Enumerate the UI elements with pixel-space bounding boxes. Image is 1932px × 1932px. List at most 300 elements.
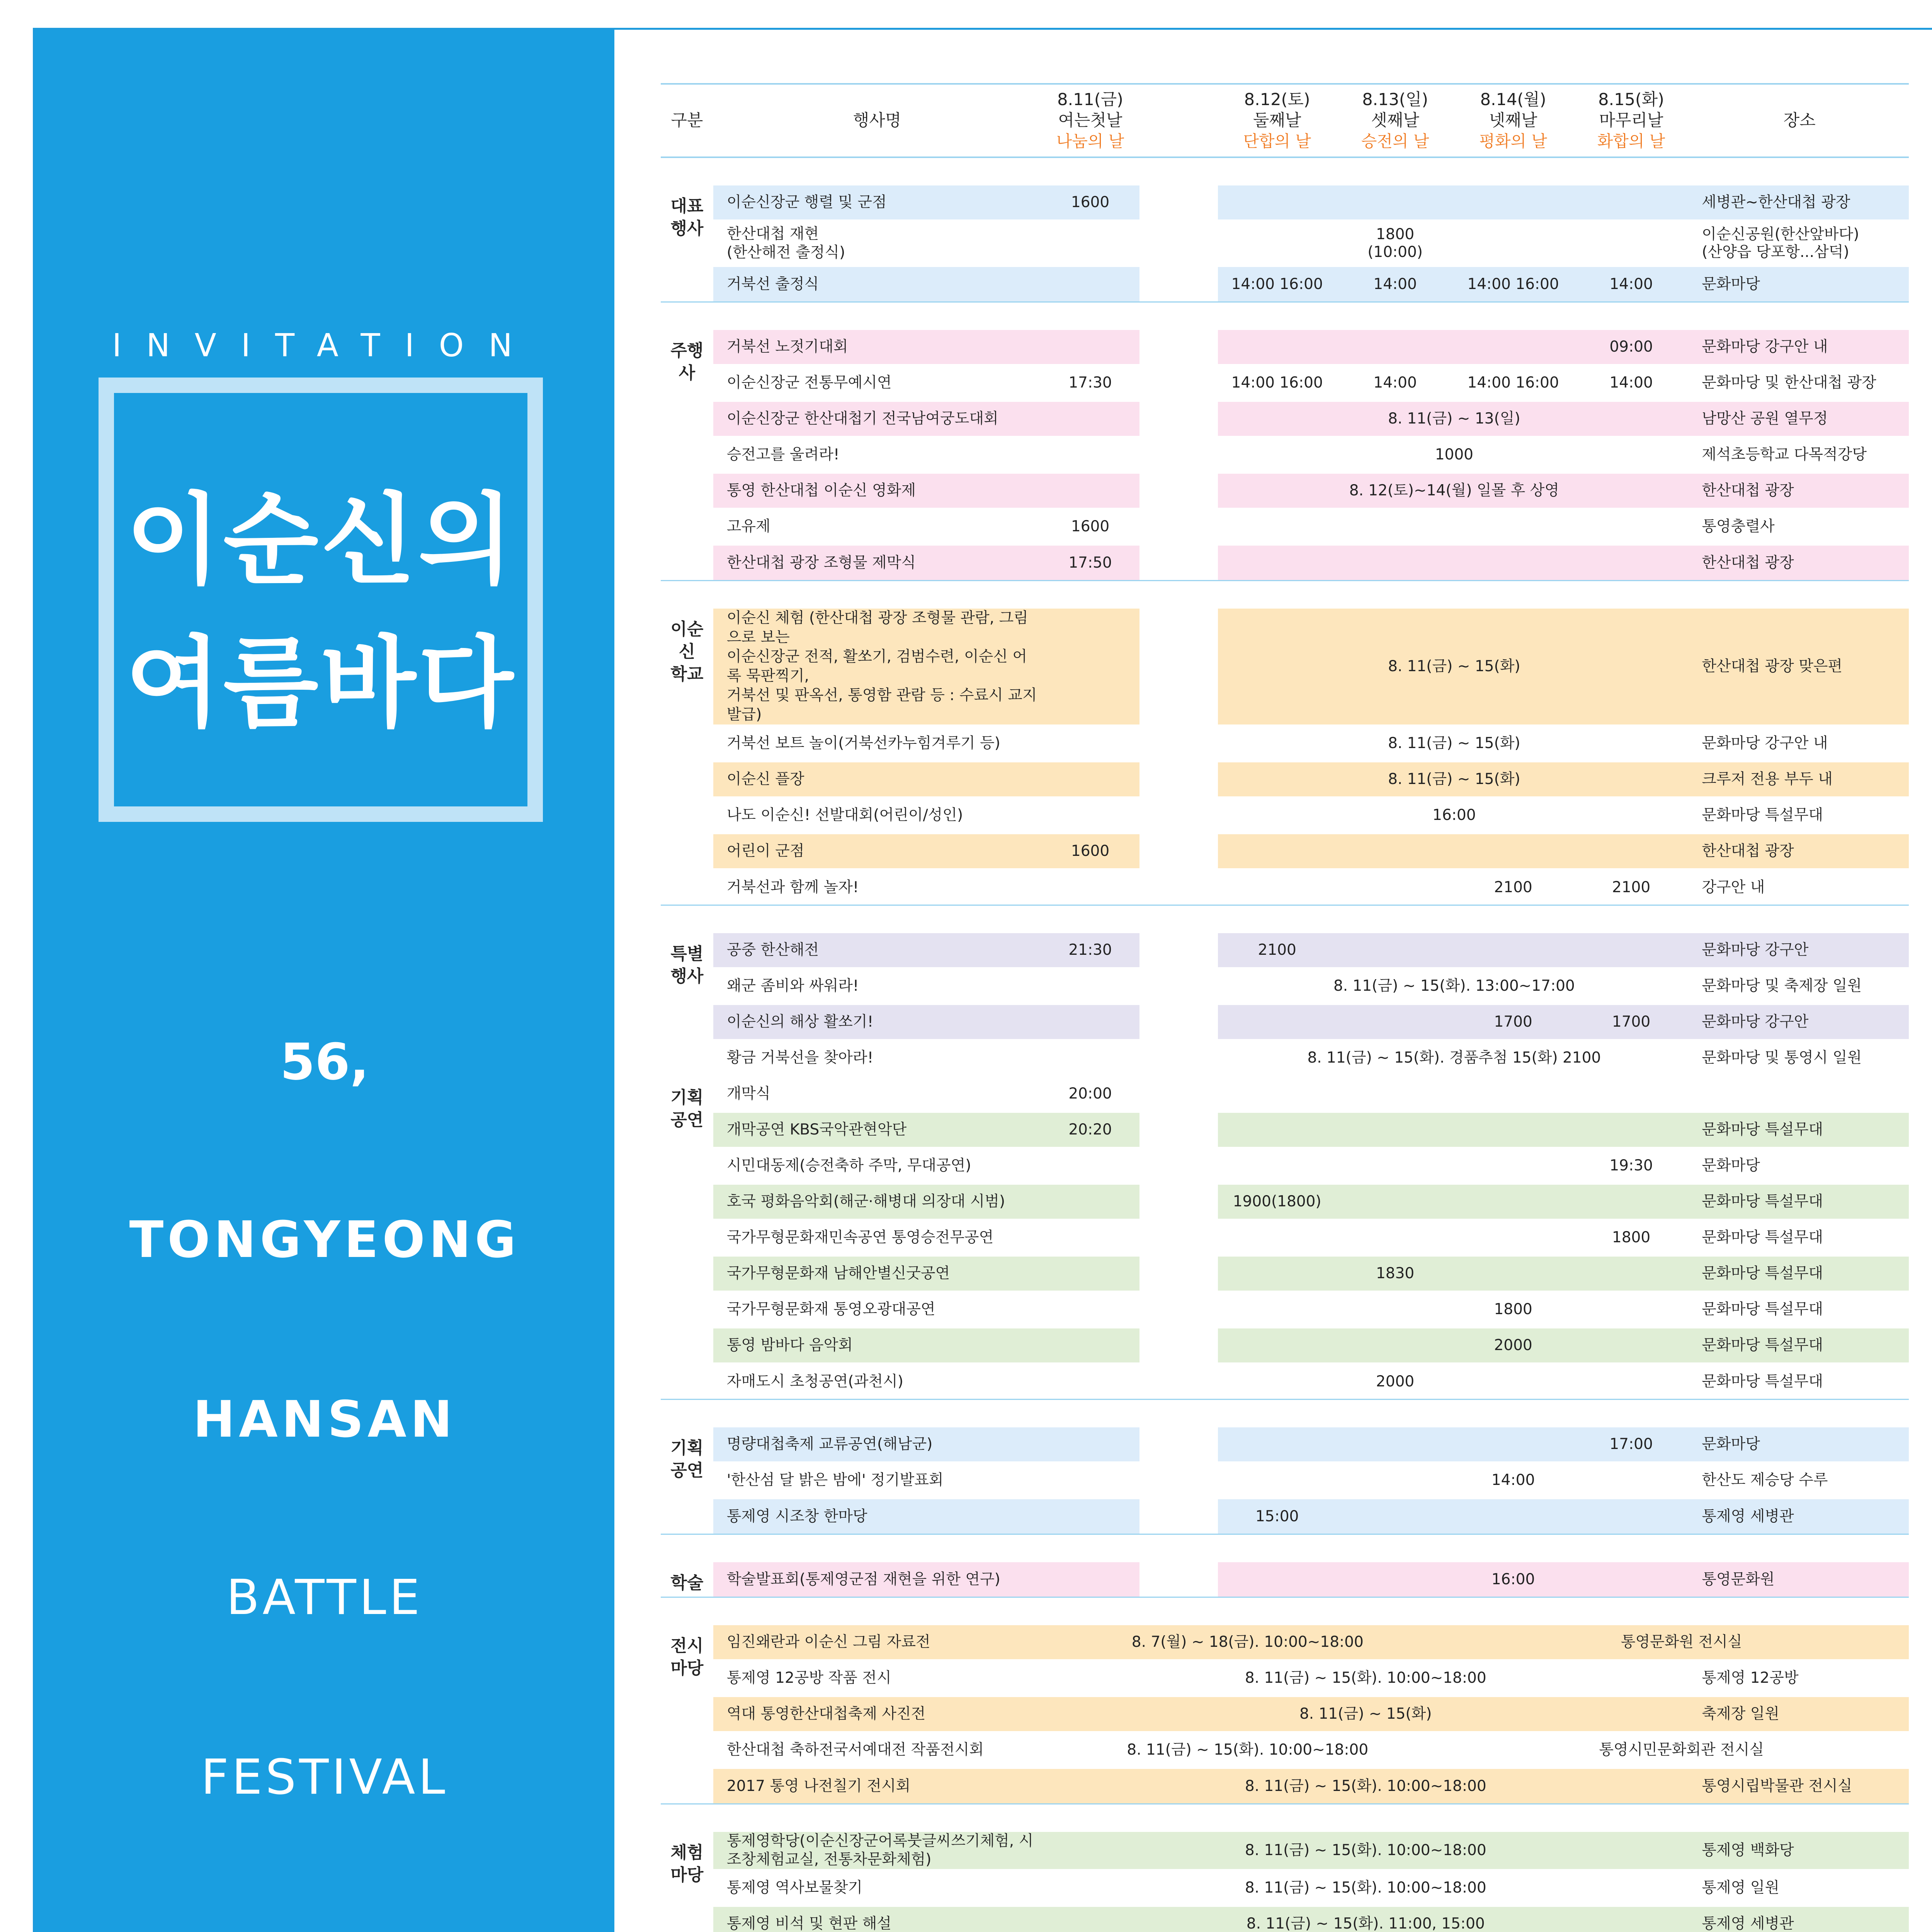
table-row (661, 1040, 1909, 1076)
spacer-cell (1139, 968, 1218, 1004)
event-time (1336, 1148, 1454, 1184)
event-time (1572, 1328, 1690, 1364)
event-name: 한산대첩 축하전국서예대전 작품전시회 (713, 1732, 1041, 1768)
event-place: 제석초등학교 다목적강당 (1690, 437, 1909, 473)
event-name: 거북선 출정식 (713, 266, 1041, 302)
event-name: 거북선과 함께 놀자! (713, 869, 1041, 905)
event-time: 1800 (1454, 1292, 1572, 1328)
event-name: 통영 밤바다 음악회 (713, 1328, 1041, 1364)
event-place: 통영시립박물관 전시실 (1690, 1768, 1909, 1804)
festival-word-festival: FESTIVAL (201, 1749, 449, 1805)
event-period (1218, 1076, 1690, 1112)
event-time (1454, 932, 1572, 968)
event-place: 강구안 내 (1690, 869, 1909, 905)
event-name: 개막공연 KBS국악관현악단 (713, 1112, 1041, 1148)
festival-word-battle: BATTLE (226, 1570, 423, 1626)
header-day-1: 8.11(금) 여는첫날 나눔의 날 (1056, 90, 1124, 151)
event-period: 8. 11(금) ~ 15(화) (1218, 726, 1690, 762)
event-time (1336, 1004, 1454, 1040)
table-row (661, 1696, 1909, 1732)
section-gap (661, 1400, 1909, 1427)
table-row (661, 1498, 1909, 1534)
event-place: 문화마당 강구안 내 (1690, 329, 1909, 365)
event-name: 임진왜란과 이순신 그림 자료전 (713, 1624, 1041, 1660)
event-period: 8. 11(금) ~ 15(화). 경품추첨 15(화) 2100 (1218, 1040, 1690, 1076)
table-row (661, 1292, 1909, 1328)
event-name: 시민대동제(승전축하 주막, 무대공연) (713, 1148, 1041, 1184)
event-time (1041, 1498, 1139, 1534)
event-time (1041, 1004, 1139, 1040)
event-place: 문화마당 특설무대 (1690, 1184, 1909, 1220)
event-time: 19:30 (1572, 1148, 1690, 1184)
category-label: 특별 행사 (661, 932, 713, 1076)
category-label: 기획 공연 (661, 1427, 713, 1534)
event-time: 15:00 (1218, 1498, 1336, 1534)
event-name: 통제영 역사보물찾기 (713, 1870, 1041, 1906)
event-time (1041, 968, 1139, 1004)
event-time (1041, 726, 1139, 762)
event-time: 1600 (1041, 833, 1139, 869)
event-period: 통영시민문화회관 전시실 (1454, 1732, 1909, 1768)
spacer-cell (1139, 1463, 1218, 1498)
event-time (1336, 869, 1454, 905)
event-time (1041, 1561, 1139, 1597)
event-place (1690, 1076, 1909, 1112)
event-time (1336, 1498, 1454, 1534)
spacer-cell (1139, 266, 1218, 302)
spacer-cell (1139, 545, 1218, 581)
spacer-cell (1139, 869, 1218, 905)
table-row (661, 1463, 1909, 1498)
event-name: 개막식 (713, 1076, 1041, 1112)
event-time: 1700 (1454, 1004, 1572, 1040)
event-time (1041, 1463, 1139, 1498)
event-name: 자매도시 초청공연(과천시) (713, 1364, 1041, 1400)
spacer-cell (1139, 798, 1218, 833)
table-row (661, 473, 1909, 509)
event-time (1572, 1364, 1690, 1400)
event-place: 세병관~한산대첩 광장 (1690, 185, 1909, 221)
event-name: 왜군 좀비와 싸워라! (713, 968, 1041, 1004)
invitation-panel (35, 30, 614, 1932)
table-row (661, 1112, 1909, 1148)
event-period (1218, 509, 1690, 545)
event-time: 2100 (1454, 869, 1572, 905)
event-place: 통영문화원 (1690, 1561, 1909, 1597)
event-period: 8. 11(금) ~ 15(화). 10:00~18:00 (1041, 1831, 1690, 1870)
event-place: 문화마당 특설무대 (1690, 1220, 1909, 1256)
festival-title-box (99, 378, 543, 822)
spacer-cell (1139, 762, 1218, 798)
event-time: 14:00 16:00 (1454, 365, 1572, 401)
spacer-cell (1139, 1112, 1218, 1148)
event-period: 16:00 (1218, 798, 1690, 833)
event-time: 14:00 (1572, 365, 1690, 401)
category-label: 학술 (661, 1561, 713, 1597)
event-period: 8. 11(금) ~ 15(화) (1218, 608, 1690, 726)
event-time: 1800 (10:00) (1336, 221, 1454, 266)
spacer-cell (1139, 1427, 1218, 1463)
event-time (1041, 1364, 1139, 1400)
event-time (1041, 1328, 1139, 1364)
event-time (1218, 1292, 1336, 1328)
event-time (1041, 221, 1139, 266)
event-name: 이순신 플장 (713, 762, 1041, 798)
spacer-cell (1139, 1561, 1218, 1597)
header-day-5: 8.15(화) 마무리날 화합의 날 (1597, 90, 1665, 151)
event-place: 문화마당 특설무대 (1690, 1328, 1909, 1364)
spacer-cell (1139, 365, 1218, 401)
event-time: 14:00 (1336, 365, 1454, 401)
event-time: 14:00 16:00 (1454, 266, 1572, 302)
event-name: 나도 이순신! 선발대회(어린이/성인) (713, 798, 1041, 833)
event-time (1218, 1427, 1336, 1463)
spacer-cell (1139, 1256, 1218, 1292)
event-name: 통제영 시조창 한마당 (713, 1498, 1041, 1534)
table-row (661, 762, 1909, 798)
event-time: 2100 (1572, 869, 1690, 905)
table-row (661, 1076, 1909, 1112)
table-header-row (661, 84, 1909, 157)
event-name: 국가무형문화재 통영오광대공연 (713, 1292, 1041, 1328)
event-time: 09:00 (1572, 329, 1690, 365)
event-place: 축제장 일원 (1690, 1696, 1909, 1732)
event-time: 1600 (1041, 185, 1139, 221)
spacer-cell (1139, 1220, 1218, 1256)
event-time (1218, 833, 1336, 869)
event-place: 문화마당 (1690, 1427, 1909, 1463)
event-time: 17:30 (1041, 365, 1139, 401)
spacer-cell (1139, 726, 1218, 762)
event-period: 통영문화원 전시실 (1454, 1624, 1909, 1660)
event-time (1218, 869, 1336, 905)
event-name: 역대 통영한산대첩축제 사진전 (713, 1696, 1041, 1732)
event-time (1336, 1561, 1454, 1597)
event-time (1041, 1184, 1139, 1220)
event-period: 8. 11(금) ~ 13(일) (1218, 401, 1690, 437)
event-time: 14:00 (1454, 1463, 1572, 1498)
event-name: 이순신장군 전통무예시연 (713, 365, 1041, 401)
event-period: 8. 7(월) ~ 18(금). 10:00~18:00 (1041, 1624, 1454, 1660)
event-period: 8. 11(금) ~ 15(화) (1218, 762, 1690, 798)
event-time (1454, 1112, 1572, 1148)
table-row (661, 932, 1909, 968)
event-time: 1900(1800) (1218, 1184, 1336, 1220)
invitation-label: INVITATION (112, 327, 537, 364)
event-time (1572, 1184, 1690, 1220)
event-name: 이순신의 해상 활쏘기! (713, 1004, 1041, 1040)
event-time (1041, 608, 1139, 726)
table-row (661, 798, 1909, 833)
table-row (661, 509, 1909, 545)
event-place: 한산대첩 광장 맞은편 (1690, 608, 1909, 726)
event-period: 8. 11(금) ~ 15(화). 10:00~18:00 (1041, 1732, 1454, 1768)
event-time (1454, 1364, 1572, 1400)
event-name: 명량대첩축제 교류공연(해남군) (713, 1427, 1041, 1463)
spacer-cell (1139, 1076, 1218, 1112)
table-row (661, 1004, 1909, 1040)
event-place: 이순신공원(한산앞바다) (산양읍 당포항...삼덕) (1690, 221, 1909, 266)
spacer-cell (1139, 401, 1218, 437)
event-time: 14:00 16:00 (1218, 266, 1336, 302)
event-name: 통제영학당(이순신장군어록붓글씨쓰기체험, 시조창체험교실, 전통차문화체험) (713, 1831, 1041, 1870)
event-place: 문화마당 특설무대 (1690, 1292, 1909, 1328)
festival-word-hansan: HANSAN (193, 1390, 456, 1449)
event-time: 20:00 (1041, 1076, 1139, 1112)
event-time (1041, 1220, 1139, 1256)
event-time: 14:00 (1336, 266, 1454, 302)
schedule-table (661, 83, 1909, 1932)
event-name: 공중 한산해전 (713, 932, 1041, 968)
event-time (1336, 329, 1454, 365)
header-category: 구분 (671, 111, 703, 130)
event-time (1041, 1040, 1139, 1076)
spacer-cell (1139, 1292, 1218, 1328)
event-name: 승전고를 울려라! (713, 437, 1041, 473)
event-period (1218, 545, 1690, 581)
category-label: 전시 마당 (661, 1624, 713, 1804)
event-period (1454, 221, 1690, 266)
spacer-cell (1139, 1040, 1218, 1076)
event-period: 8. 12(토)~14(월) 일몰 후 상영 (1218, 473, 1690, 509)
event-period: 8. 11(금) ~ 15(화). 10:00~18:00 (1041, 1768, 1690, 1804)
event-place: 문화마당 강구안 내 (1690, 726, 1909, 762)
event-time: 21:30 (1041, 932, 1139, 968)
spacer-cell (1139, 221, 1218, 266)
event-time (1336, 1220, 1454, 1256)
event-name: 학술발표회(통제영군점 재현을 위한 연구) (713, 1561, 1041, 1597)
event-time: 1830 (1336, 1256, 1454, 1292)
event-time: 2000 (1454, 1328, 1572, 1364)
event-time (1572, 1292, 1690, 1328)
event-name: 국가무형문화재민속공연 통영승전무공연 (713, 1220, 1041, 1256)
event-name: 통제영 비석 및 현판 해설 (713, 1906, 1041, 1932)
event-time: 17:50 (1041, 545, 1139, 581)
event-time (1218, 1220, 1336, 1256)
event-name: 통제영 12공방 작품 전시 (713, 1660, 1041, 1696)
section-gap (661, 302, 1909, 329)
table-row (661, 1328, 1909, 1364)
spacer-cell (1139, 437, 1218, 473)
event-time (1572, 833, 1690, 869)
event-place: 문화마당 및 축제장 일원 (1690, 968, 1909, 1004)
event-time (1218, 1148, 1336, 1184)
event-place: 통제영 12공방 (1690, 1660, 1909, 1696)
event-place: 문화마당 특설무대 (1690, 1256, 1909, 1292)
spacer-cell (1139, 1148, 1218, 1184)
spacer-cell (1139, 329, 1218, 365)
event-time: 1700 (1572, 1004, 1690, 1040)
table-row (661, 1870, 1909, 1906)
spacer-cell (1139, 185, 1218, 221)
event-time (1336, 1112, 1454, 1148)
table-row (661, 1220, 1909, 1256)
event-place: 문화마당 강구안 (1690, 932, 1909, 968)
event-place: 문화마당 및 통영시 일원 (1690, 1040, 1909, 1076)
event-name: 고유제 (713, 509, 1041, 545)
event-time (1041, 473, 1139, 509)
event-time: 17:00 (1572, 1427, 1690, 1463)
spacer-cell (1139, 1364, 1218, 1400)
table-row (661, 1660, 1909, 1696)
event-time (1454, 1220, 1572, 1256)
event-name: 황금 거북선을 찾아라! (713, 1040, 1041, 1076)
event-time (1454, 1148, 1572, 1184)
event-period: 8. 11(금) ~ 15(화). 11:00, 15:00 (1041, 1906, 1690, 1932)
spacer-cell (1139, 608, 1218, 726)
table-row (661, 185, 1909, 221)
event-time (1218, 1004, 1336, 1040)
event-period: 8. 11(금) ~ 15(화) (1041, 1696, 1690, 1732)
table-row (661, 1184, 1909, 1220)
event-time (1336, 833, 1454, 869)
event-time (1454, 1498, 1572, 1534)
event-time (1218, 329, 1336, 365)
header-event: 행사명 (853, 111, 901, 130)
event-time (1336, 1292, 1454, 1328)
event-name: 통영 한산대첩 이순신 영화제 (713, 473, 1041, 509)
event-time (1218, 1364, 1336, 1400)
event-place: 한산대첩 광장 (1690, 545, 1909, 581)
event-place: 한산도 제승당 수루 (1690, 1463, 1909, 1498)
spacer-cell (1139, 1184, 1218, 1220)
event-place: 문화마당 (1690, 266, 1909, 302)
table-row (661, 968, 1909, 1004)
event-name: 이순신장군 행렬 및 군점 (713, 185, 1041, 221)
event-place: 문화마당 (1690, 1148, 1909, 1184)
event-time: 1600 (1041, 509, 1139, 545)
event-time (1041, 329, 1139, 365)
event-time (1454, 329, 1572, 365)
event-name: '한산섬 달 밝은 밤에' 정기발표회 (713, 1463, 1041, 1498)
event-time: 2100 (1218, 932, 1336, 968)
table-row (661, 1256, 1909, 1292)
event-place: 문화마당 특설무대 (1690, 1112, 1909, 1148)
event-time (1041, 1427, 1139, 1463)
header-day-4: 8.14(월) 넷째날 평화의 날 (1479, 90, 1547, 151)
event-place: 통영충렬사 (1690, 509, 1909, 545)
event-time: 1800 (1572, 1220, 1690, 1256)
event-time (1218, 1463, 1336, 1498)
event-period (1218, 185, 1690, 221)
table-row (661, 1906, 1909, 1932)
table-row (661, 401, 1909, 437)
event-time (1454, 833, 1572, 869)
event-time (1218, 1112, 1336, 1148)
event-time (1218, 1561, 1336, 1597)
event-name: 거북선 보트 놀이(거북선카누힘겨루기 등) (713, 726, 1041, 762)
event-time (1572, 1561, 1690, 1597)
event-time (1336, 1463, 1454, 1498)
festival-title-line2: 여름바다 (126, 626, 516, 741)
spacer-cell (1139, 1328, 1218, 1364)
table-row (661, 833, 1909, 869)
event-time (1454, 1256, 1572, 1292)
table-row (661, 608, 1909, 726)
table-row (661, 1561, 1909, 1597)
event-time: 20:20 (1041, 1112, 1139, 1148)
event-time: 14:00 (1572, 266, 1690, 302)
event-time (1041, 798, 1139, 833)
spacer-cell (1139, 1498, 1218, 1534)
event-name: 한산대첩 재현 (한산해전 출정식) (713, 221, 1041, 266)
table-row (661, 1148, 1909, 1184)
festival-edition: 56, (280, 1032, 369, 1091)
header-place: 장소 (1783, 111, 1816, 130)
event-period: 8. 11(금) ~ 15(화). 10:00~18:00 (1041, 1660, 1690, 1696)
event-time (1041, 1292, 1139, 1328)
event-place: 통제영 일원 (1690, 1870, 1909, 1906)
event-place: 문화마당 및 한산대첩 광장 (1690, 365, 1909, 401)
event-name: 2017 통영 나전칠기 전시회 (713, 1768, 1041, 1804)
section-gap (661, 581, 1909, 608)
category-label: 기획 공연 (661, 1076, 713, 1400)
category-label: 대표 행사 (661, 185, 713, 302)
event-name: 국가무형문화재 남해안별신굿공연 (713, 1256, 1041, 1292)
event-time (1041, 437, 1139, 473)
table-row (661, 1768, 1909, 1804)
table-row (661, 1427, 1909, 1463)
category-label: 이순신 학교 (661, 608, 713, 905)
event-place: 문화마당 특설무대 (1690, 798, 1909, 833)
event-place: 통제영 세병관 (1690, 1498, 1909, 1534)
festival-word-tongyeong: TONGYEONG (129, 1210, 520, 1269)
event-place: 문화마당 특설무대 (1690, 1364, 1909, 1400)
spacer-cell (1139, 833, 1218, 869)
section-gap (661, 1804, 1909, 1831)
table-row (661, 437, 1909, 473)
header-day-2: 8.12(토) 둘째날 단합의 날 (1243, 90, 1311, 151)
header-day-3: 8.13(일) 셋째날 승전의 날 (1361, 90, 1429, 151)
event-place: 남망산 공원 열무정 (1690, 401, 1909, 437)
section-gap (661, 1597, 1909, 1624)
table-row (661, 1364, 1909, 1400)
table-row (661, 365, 1909, 401)
table-row (661, 545, 1909, 581)
section-gap (661, 905, 1909, 932)
section-gap (661, 1534, 1909, 1561)
event-place: 한산대첩 광장 (1690, 833, 1909, 869)
event-time (1041, 762, 1139, 798)
event-place: 통제영 백화당 (1690, 1831, 1909, 1870)
event-name: 한산대첩 광장 조형물 제막식 (713, 545, 1041, 581)
event-name: 거북선 노젓기대회 (713, 329, 1041, 365)
event-time (1454, 1427, 1572, 1463)
event-time (1572, 1498, 1690, 1534)
event-name: 이순신 체험 (한산대첩 광장 조형물 관람, 그림으로 보는 이순신장군 전적, 활쏘기, 검범수련, 이순신 어록 묵판찍기, 거북선 및 판옥선, 통영함 관람 등 : 수료시 교지발급) (713, 608, 1041, 726)
event-period: 1000 (1218, 437, 1690, 473)
event-time (1041, 1148, 1139, 1184)
event-time (1572, 1112, 1690, 1148)
table-row (661, 221, 1909, 266)
event-time (1572, 932, 1690, 968)
event-time (1454, 1184, 1572, 1220)
category-label: 주행사 (661, 329, 713, 581)
event-time (1218, 221, 1336, 266)
event-name: 이순신장군 한산대첩기 전국남여궁도대회 (713, 401, 1041, 437)
event-time (1336, 1427, 1454, 1463)
table-row (661, 1831, 1909, 1870)
schedule-body (661, 157, 1909, 1932)
table-row (661, 869, 1909, 905)
event-time (1041, 869, 1139, 905)
event-name: 호국 평화음악회(해군·해병대 의장대 시범) (713, 1184, 1041, 1220)
festival-title-line1: 이순신의 (126, 483, 516, 598)
event-place: 통제영 세병관 (1690, 1906, 1909, 1932)
event-place: 문화마당 강구안 (1690, 1004, 1909, 1040)
table-row (661, 329, 1909, 365)
event-time (1041, 1256, 1139, 1292)
